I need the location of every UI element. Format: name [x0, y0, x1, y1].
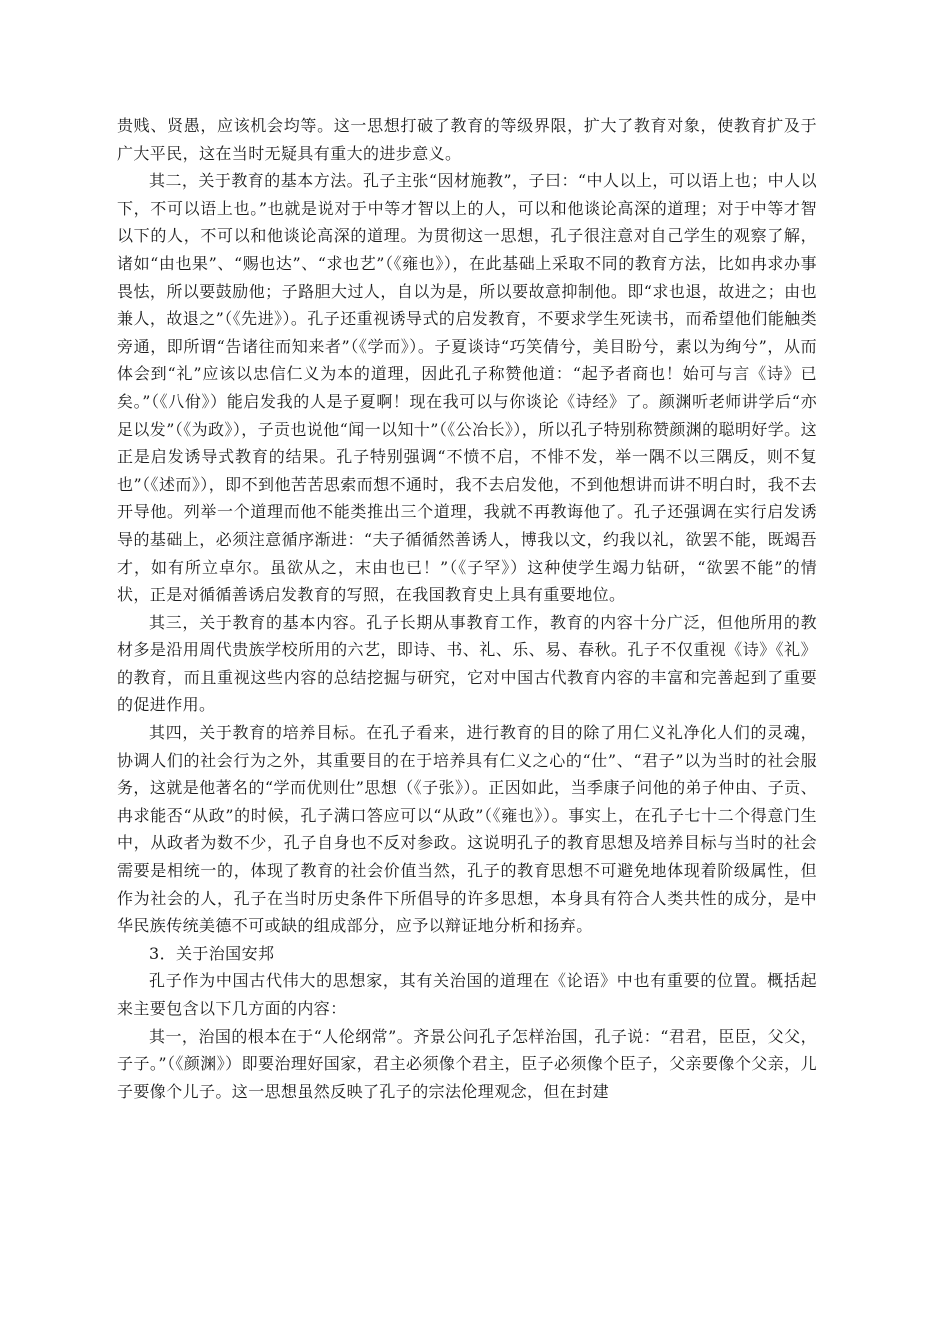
paragraph-3: 其三，关于教育的基本内容。孔子长期从事教育工作，教育的内容十分广泛，但他所用的教材多是沿用周代贵族学校所用的六艺，即诗、书、礼、乐、易、春秋。孔子不仅重视《诗》《礼》的教育，而且重视这些内容的总结挖掘与研究，它对中国古代教育内容的丰富和完善起到了重要的促进作用。 — [117, 612, 817, 715]
document-page — [117, 112, 817, 1105]
paragraph-5: 孔子作为中国古代伟大的思想家，其有关治国的道理在《论语》中也有重要的位置。概括起来主要包含以下几方面的内容： — [117, 971, 817, 1018]
paragraph-6: 其一，治国的根本在于“人伦纲常”。齐景公问孔子怎样治国，孔子说：“君君，臣臣，父父，子子。”（《颜渊》）即要治理好国家，君主必须像个君主，臣子必须像个臣子，父亲要像个父亲，儿子要像个儿子。这一思想虽然反映了孔子的宗法伦理观念，但在封建 — [117, 1026, 817, 1101]
paragraph-1: 贵贱、贤愚，应该机会均等。这一思想打破了教育的等级界限，扩大了教育对象，使教育扩及于广大平民，这在当时无疑具有重大的进步意义。 — [117, 116, 817, 163]
paragraph-2: 其二，关于教育的基本方法。孔子主张“因材施教”，子曰：“中人以上，可以语上也；中人以下，不可以语上也。”也就是说对于中等才智以上的人，可以和他谈论高深的道理；对于中等才智以下的人，不可以和他谈论高深的道理。为贯彻这一思想，孔子很注意对自己学生的观察了解，诸如“由也果”、“赐也达”、“求也艺”（《雍也》），在此基础上采取不同的教育方法，比如冉求办事畏怯，所以要鼓励他；子路胆大过人，自以为是，所以要故意抑制他。即“求也退，故进之；由也兼人，故退之”（《先进》）。孔子还重视诱导式的启发教育，不要求学生死读书，而希望他们能触类旁通，即所谓“告诸往而知来者”（《学而》）。子夏谈诗“巧笑倩兮，美目盼兮，素以为绚兮”，从而体会到“礼”应该以忠信仁义为本的道理，因此孔子称赞他道：“起予者商也！始可与言《诗》已矣。”（《八佾》）能启发我的人是子夏啊！现在我可以与你谈论《诗经》了。颜渊听老师讲学后“亦足以发”（《为政》），子贡也说他“闻一以知十”（《公冶长》），所以孔子特别称赞颜渊的聪明好学。这正是启发诱导式教育的结果。孔子特别强调“不愤不启，不悱不发，举一隅不以三隅反，则不复也”（《述而》），即不到他苦苦思索而想不通时，我不去启发他，不到他想讲而讲不明白时，我不去开导他。列举一个道理而他不能类推出三个道理，我就不再教诲他了。孔子还强调在实行启发诱导的基础上，必须注意循序渐进：“夫子循循然善诱人，博我以文，约我以礼，欲罢不能，既竭吾才，如有所立卓尔。虽欲从之，末由也已！”（《子罕》）这种使学生竭力钻研，“欲罢不能”的情状，正是对循循善诱启发教育的写照，在我国教育史上具有重要地位。 — [117, 171, 817, 605]
paragraph-4: 其四，关于教育的培养目标。在孔子看来，进行教育的目的除了用仁义礼净化人们的灵魂，协调人们的社会行为之外，其重要目的在于培养具有仁义之心的“仕”、“君子”以为当时的社会服务，这就是他著名的“学而优则仕”思想（《子张》）。正因如此，当季康子问他的弟子仲由、子贡、冉求能否“从政”的时候，孔子满口答应可以“从政”（《雍也》）。事实上，在孔子七十二个得意门生中，从政者为数不少，孔子自身也不反对参政。这说明孔子的教育思想及培养目标与当时的社会需要是相统一的，体现了教育的社会价值当然，孔子的教育思想不可避免地体现着阶级属性，但作为社会的人，孔子在当时历史条件下所倡导的许多思想，本身具有符合人类共性的成分，是中华民族传统美德不可或缺的组成部分，应予以辩证地分析和扬弃。 — [117, 723, 817, 936]
section-heading: 3．关于治国安邦 — [149, 943, 275, 963]
